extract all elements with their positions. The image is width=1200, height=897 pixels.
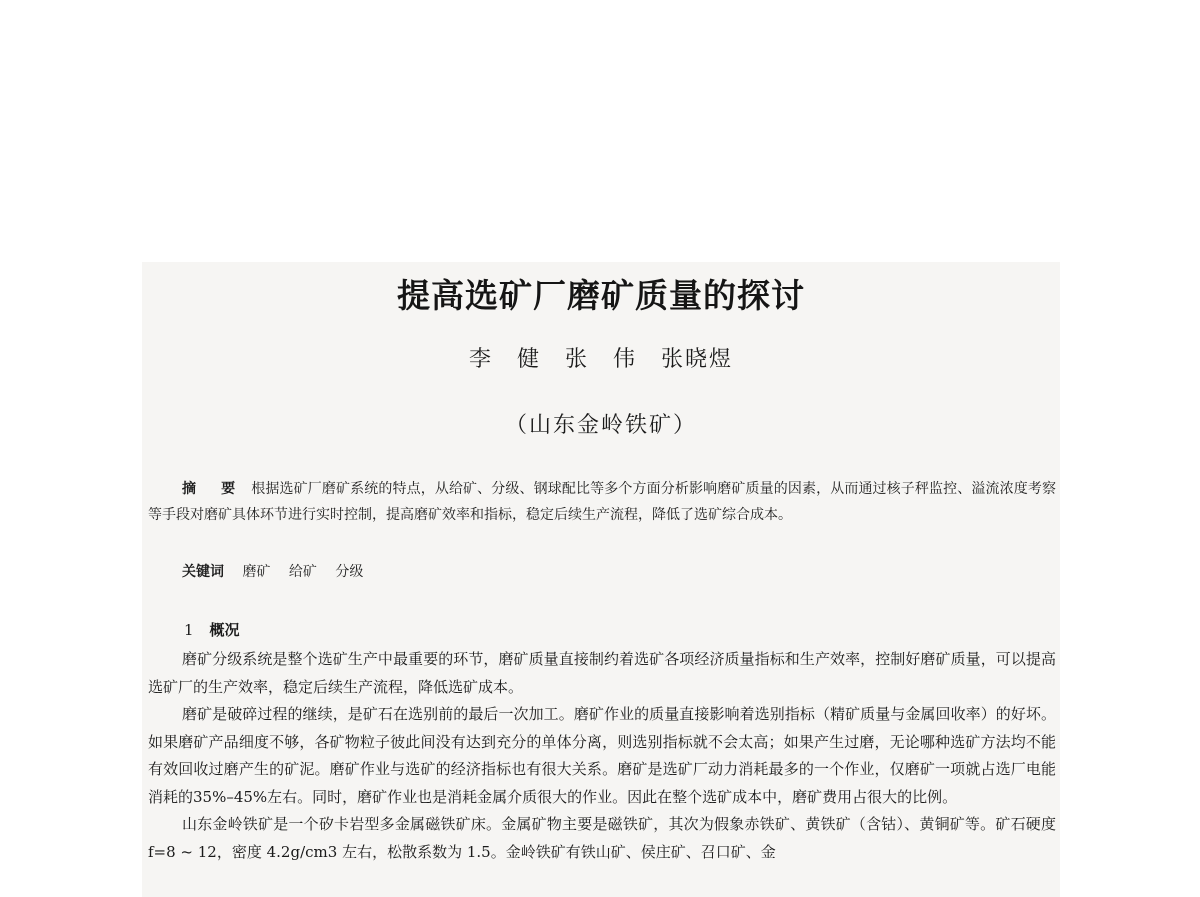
- body-paragraph: 磨矿分级系统是整个选矿生产中最重要的环节，磨矿质量直接制约着选矿各项经济质量指标和生产效率，控制好磨矿质量，可以提高选矿厂的生产效率，稳定后续生产流程，降低选矿成本。: [148, 650, 1056, 696]
- paper-authors: 李 健 张 伟 张晓煜: [468, 347, 733, 372]
- keyword: 给矿: [288, 564, 317, 580]
- paper-affiliation: （山东金岭铁矿）: [504, 413, 697, 438]
- body-paragraph: 磨矿是破碎过程的继续，是矿石在选别前的最后一次加工。磨矿作业的质量直接影响着选别指标（精矿质量与金属回收率）的好坏。如果磨矿产品细度不够，各矿物粒子彼此间没有达到充分的单体分离，则选别指标就不会太高；如果产生过磨，无论哪种选矿方法均不能有效回收过磨产生的矿泥。磨矿作业与选矿的经济指标也有很大关系。磨矿是选矿厂动力消耗最多的一个作业，仅磨矿一项就占选厂电能消耗的35%–45%左右。同时，磨矿作业也是消耗金属介质很大的作业。因此在整个选矿成本中，磨矿费用占很大的比例。: [148, 705, 1056, 806]
- section-heading: [184, 617, 240, 643]
- keywords-label: 关键词: [182, 564, 224, 580]
- keywords: [182, 559, 377, 585]
- abstract-text: 根据选矿厂磨矿系统的特点，从给矿、分级、钢球配比等多个方面分析影响磨矿质量的因素，从而通过核子秤监控、溢流浓度考察等手段对磨矿具体环节进行实时控制，提高磨矿效率和指标，稳定后续生产流程，降低了选矿综合成本。: [148, 481, 1057, 523]
- section-number: 1: [184, 621, 194, 639]
- section-body: [148, 646, 1056, 866]
- keyword: 分级: [335, 564, 364, 580]
- abstract-label: 摘 要: [182, 481, 246, 497]
- keyword: 磨矿: [242, 564, 271, 580]
- section-title: 概况: [209, 621, 240, 639]
- abstract: [148, 476, 1056, 528]
- body-paragraph: 山东金岭铁矿是一个矽卡岩型多金属磁铁矿床。金属矿物主要是磁铁矿，其次为假象赤铁矿、黄铁矿（含钴）、黄铜矿等。矿石硬度 f=8 ~ 12，密度 4.2g/cm3 左右，松散系数为 1.5。金岭铁矿有铁山矿、侯庄矿、召口矿、金: [148, 815, 1056, 861]
- scanned-page: [142, 262, 1060, 897]
- paper-title: 提高选矿厂磨矿质量的探讨: [397, 276, 805, 315]
